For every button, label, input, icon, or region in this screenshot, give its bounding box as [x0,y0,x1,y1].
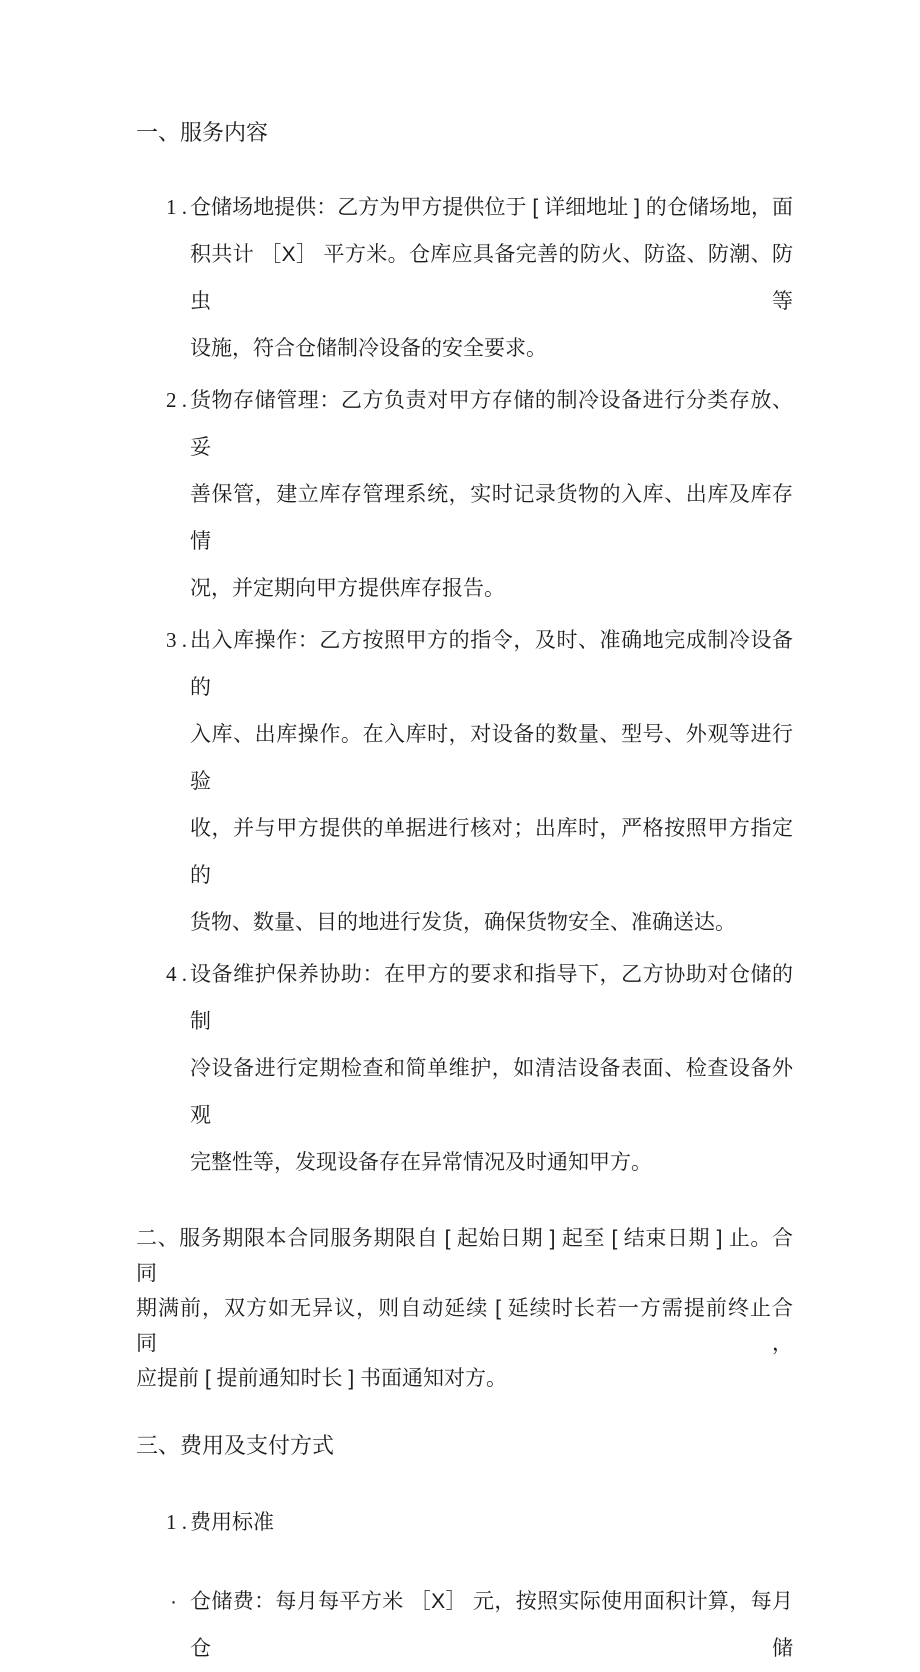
item-text [190,1499,793,1546]
item-text [190,951,793,1186]
text-line: 二、服务期限本合同服务期限自 [ 起始日期 ] 起至 [ 结束日期 ] 止。合同 [136,1227,793,1285]
text-line: 费用标准 [190,1511,274,1534]
text-line: 设备维护保养协助：在甲方的要求和指导下，乙方协助对仓储的制 [190,963,793,1033]
text-line: 货物、数量、目的地进行发货，确保货物安全、准确送达。 [190,911,736,934]
item-number: 4 . [166,962,187,986]
bullet-item-storage-fee [166,1578,793,1672]
list-item-fee-standard [166,1499,793,1546]
list-item-maintenance-assist [166,951,793,1186]
bullet-icon: · [170,1590,177,1613]
text-line: 况，并定期向甲方提供库存报告。 [190,577,505,600]
item-text [190,184,793,372]
item-number: 2 . [166,388,187,412]
text-line: 出入库操作：乙方按照甲方的指令，及时、准确地完成制冷设备的 [190,629,793,699]
section-term-paragraph [136,1221,793,1396]
text-line: 积共计 ［X］ 平方米。仓库应具备完善的防火、防盗、防潮、防虫等 [190,243,793,313]
text-line: 应提前 [ 提前通知时长 ] 书面通知对方。 [136,1367,508,1390]
text-line: 设施，符合仓储制冷设备的安全要求。 [190,337,547,360]
item-number: 3 . [166,628,187,652]
text-line: 入库、出库操作。在入库时，对设备的数量、型号、外观等进行验 [190,723,793,793]
item-number: 1 . [166,1510,187,1534]
text-line: 善保管，建立库存管理系统，实时记录货物的入库、出库及库存情 [190,483,793,553]
list-item-inbound-outbound [166,617,793,946]
text-line: 期满前，双方如无异议，则自动延续 [ 延续时长若一方需提前终止合同， [136,1297,793,1355]
list-item-goods-management [166,377,793,612]
item-number: 1 . [166,195,187,219]
fee-bullet-list [136,1578,793,1672]
fees-sub-list [136,1499,793,1546]
text-line: 仓储场地提供：乙方为甲方提供位于 [ 详细地址 ] 的仓储场地，面 [190,196,793,219]
item-text [190,377,793,612]
list-item-storage-site [166,184,793,372]
service-items-list [136,184,793,1186]
text-line: 完整性等，发现设备存在异常情况及时通知甲方。 [190,1151,652,1174]
text-line: 仓储费：每月每平方米 ［X］ 元，按照实际使用面积计算，每月仓储 [190,1590,793,1660]
text-line: 冷设备进行定期检查和简单维护，如清洁设备表面、检查设备外观 [190,1057,793,1127]
item-text [190,1578,793,1672]
text-line: 货物存储管理：乙方负责对甲方存储的制冷设备进行分类存放、妥 [190,389,793,459]
section-heading-fees: 三、费用及支付方式 [136,1433,335,1458]
item-text [190,617,793,946]
section-heading-service: 一、服务内容 [136,120,269,145]
text-line: 收，并与甲方提供的单据进行核对；出库时，严格按照甲方指定的 [190,817,793,887]
